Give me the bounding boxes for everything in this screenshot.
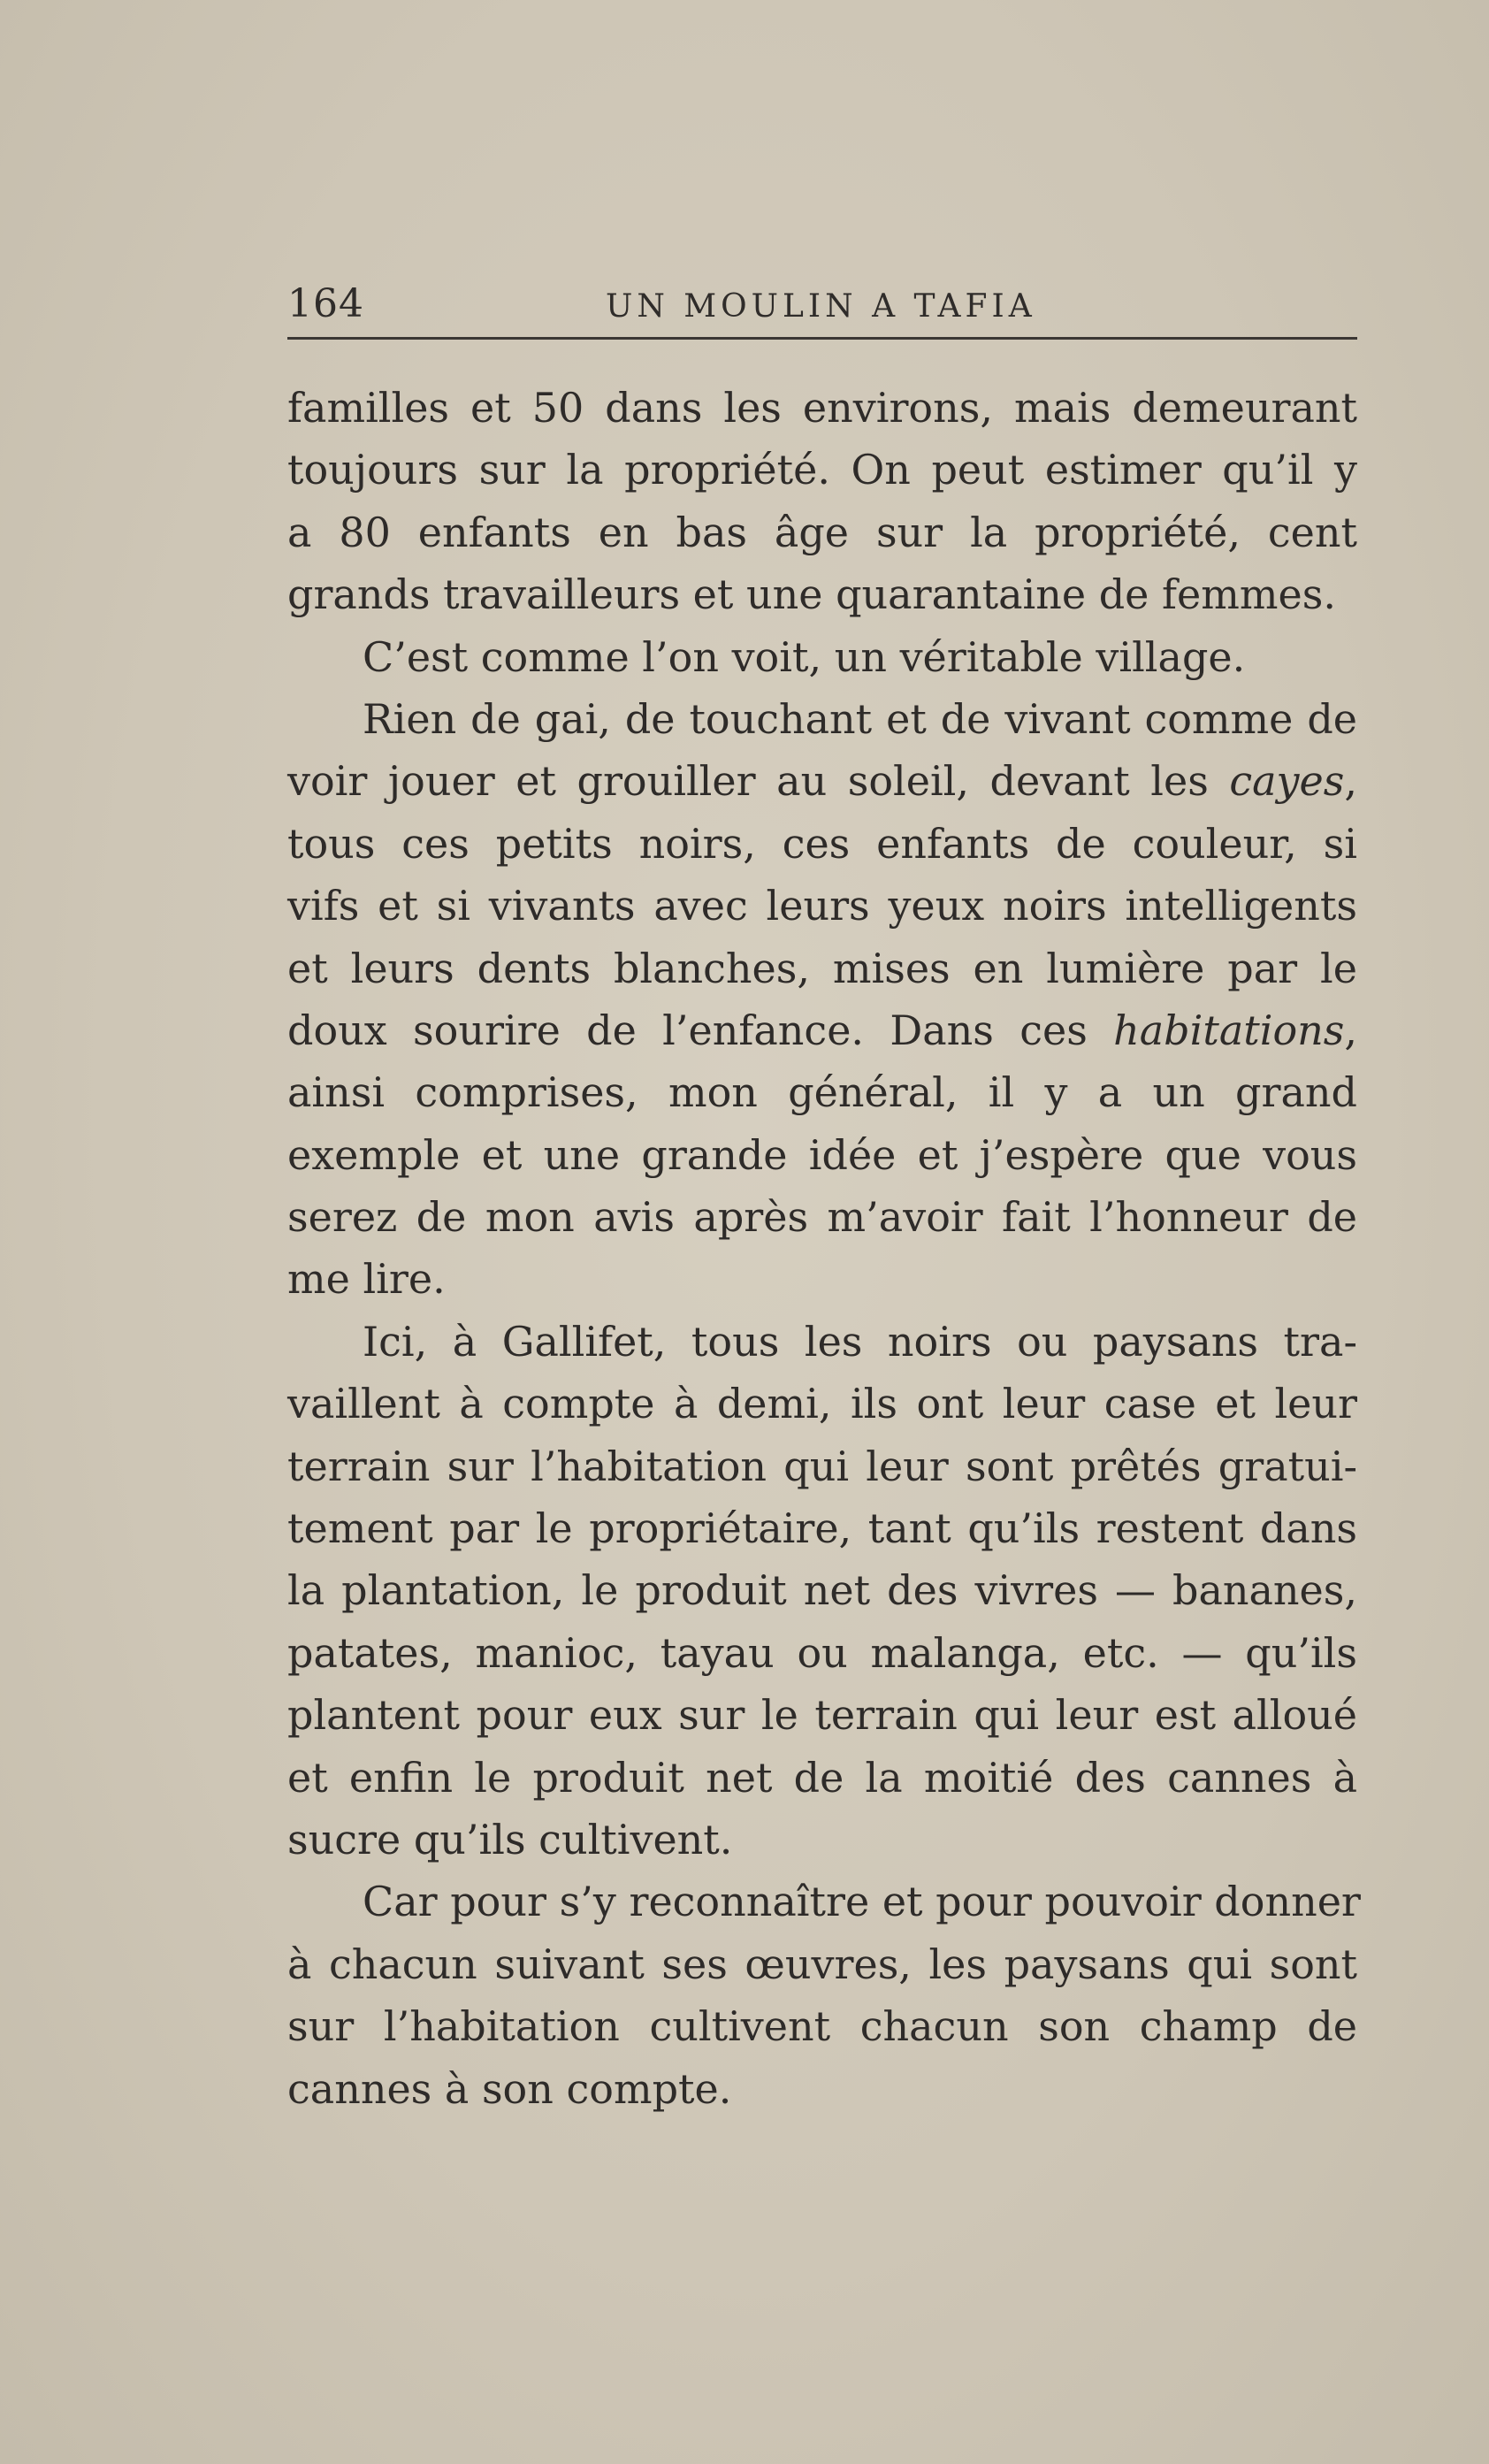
text-line: sucre qu’ils cultivent. bbox=[287, 1815, 733, 1863]
text-line: et enfin le produit net de la moitié des cannes à bbox=[287, 1753, 1357, 1802]
header-rule bbox=[287, 337, 1357, 340]
text-line: vaillent à compte à demi, ils ont leur case et leur bbox=[287, 1380, 1357, 1428]
text-line: Rien de gai, de touchant et de vivant comme de bbox=[363, 694, 1357, 743]
page-header bbox=[287, 281, 1357, 340]
text-line: à chacun suivant ses œuvres, les paysans qui sont bbox=[287, 1940, 1357, 1988]
text-line: a 80 enfants en bas âge sur la propriété, cent bbox=[287, 508, 1357, 556]
text-span: voir jouer et grouiller au soleil, devant les bbox=[287, 757, 1230, 806]
text-line: familles et 50 dans les environs, mais demeurant bbox=[287, 384, 1357, 432]
text-span: doux sourire de l’enfance. Dans ces bbox=[287, 1006, 1114, 1054]
text-line: serez de mon avis après m’avoir fait l’honneur de bbox=[287, 1193, 1357, 1242]
italic-term: cayes bbox=[1229, 757, 1345, 806]
text-span: , bbox=[1344, 1006, 1357, 1054]
text-line: exemple et une grande idée et j’espère que vous bbox=[287, 1130, 1357, 1179]
text-line: C’est comme l’on voit, un véritable village. bbox=[363, 632, 1246, 681]
body-text bbox=[287, 377, 1361, 2120]
text-line: Car pour s’y reconnaître et pour pouvoir donner bbox=[363, 1878, 1361, 1926]
text-line: terrain sur l’habitation qui leur sont prêtés gratui- bbox=[287, 1442, 1357, 1490]
text-line: tement par le propriétaire, tant qu’ils restent dans bbox=[287, 1504, 1357, 1553]
text-line: et leurs dents blanches, mises en lumière par le bbox=[287, 944, 1357, 992]
text-line: sur l’habitation cultivent chacun son champ de bbox=[287, 2002, 1357, 2051]
text-line bbox=[287, 750, 1357, 812]
text-line: me lire. bbox=[287, 1255, 446, 1304]
text-line: Ici, à Gallifet, tous les noirs ou paysans tra- bbox=[363, 1317, 1357, 1366]
text-line: tous ces petits noirs, ces enfants de couleur, si bbox=[287, 819, 1357, 868]
text-line: vifs et si vivants avec leurs yeux noirs intelligents bbox=[287, 882, 1357, 930]
text-span: , bbox=[1344, 757, 1357, 806]
text-line: toujours sur la propriété. On peut estimer qu’il y bbox=[287, 446, 1357, 494]
text-line: plantent pour eux sur le terrain qui leur est alloué bbox=[287, 1691, 1357, 1740]
text-line: cannes à son compte. bbox=[287, 2064, 732, 2113]
italic-term: habitations bbox=[1113, 1006, 1345, 1054]
text-line: grands travailleurs et une quarantaine de femmes. bbox=[287, 570, 1336, 619]
text-line: ainsi comprises, mon général, il y a un grand bbox=[287, 1068, 1357, 1117]
page-number: 164 bbox=[287, 281, 364, 326]
running-title: UN MOULIN A TAFIA bbox=[606, 288, 1036, 325]
text-line bbox=[287, 999, 1357, 1061]
text-line: la plantation, le produit net des vivres — bananes, bbox=[287, 1566, 1357, 1615]
text-line: patates, manioc, tayau ou malanga, etc. — qu’ils bbox=[287, 1628, 1357, 1677]
